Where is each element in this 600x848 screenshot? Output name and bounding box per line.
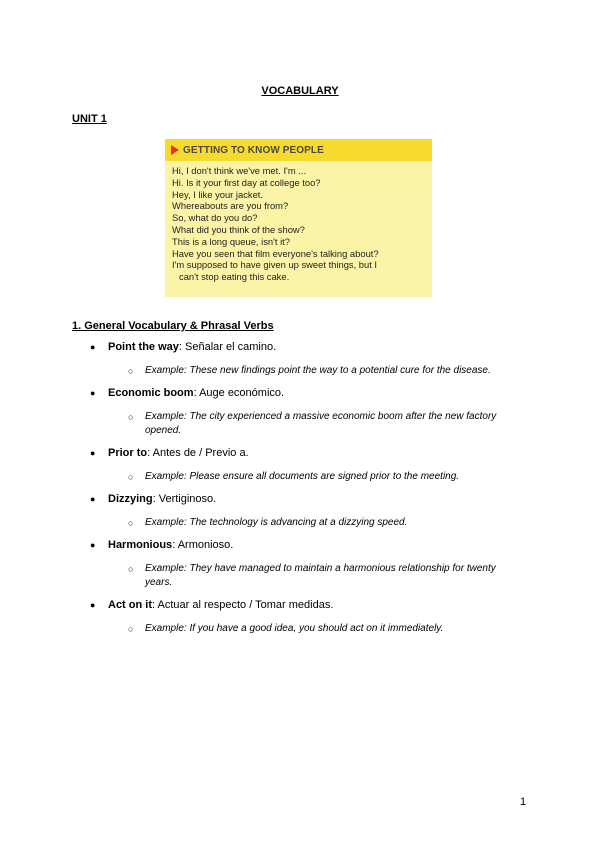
vocab-translation: : Auge económico. [193,387,285,399]
vocab-translation: : Señalar el camino. [178,341,277,353]
sub-bullet-icon: ○ [128,564,134,574]
vocabulary-list [72,340,542,636]
bullet-icon: ● [90,540,96,550]
bullet-icon: ● [90,600,96,610]
getting-to-know-people-panel [165,139,432,297]
example-text: Example: They have managed to maintain a harmonious relationship for twenty years. [145,563,496,588]
panel-phrase: Have you seen that film everyone's talking about? [172,247,379,259]
panel-phrase: can't stop eating this cake. [179,271,290,283]
vocab-item [72,492,542,506]
vocab-item [72,386,542,400]
panel-header [165,139,432,161]
panel-phrase: So, what do you do? [172,212,258,224]
vocab-translation: : Armonioso. [172,539,234,551]
document-title: VOCABULARY [261,85,339,97]
panel-phrase: I'm supposed to have given up sweet things, but I [172,259,378,271]
unit-heading: UNIT 1 [72,113,107,125]
page-number: 1 [520,796,527,808]
vocab-item [72,538,542,552]
sub-bullet-icon: ○ [128,518,134,528]
bullet-icon: ● [90,448,96,458]
vocab-item [72,446,542,460]
panel-phrase: This is a long queue, isn't it? [172,235,291,247]
vocab-item [72,340,542,354]
vocab-example [72,410,500,438]
sub-bullet-icon: ○ [128,624,134,634]
example-text: Example: These new findings point the way to a potential cure for the disease. [145,365,491,376]
vocab-example [72,364,500,378]
panel-phrase: Whereabouts are you from? [172,200,289,212]
vocab-example [72,470,500,484]
example-text: Example: Please ensure all documents are signed prior to the meeting. [145,471,460,482]
vocab-term: Act on it [108,599,152,611]
vocab-example [72,562,500,590]
vocab-translation: : Antes de / Previo a. [147,447,249,459]
section-heading: 1. General Vocabulary & Phrasal Verbs [72,320,274,332]
bullet-icon: ● [90,342,96,352]
panel-phrase: Hey, I like your jacket. [172,188,264,200]
panel-phrase: Hi. Is it your first day at college too? [172,176,321,188]
example-text: Example: The city experienced a massive economic boom after the new factory opened. [145,411,497,436]
vocab-term: Dizzying [108,493,153,505]
vocab-example [72,622,500,636]
panel-title: GETTING TO KNOW PEOPLE [183,144,324,156]
vocab-term: Harmonious [108,539,173,551]
vocab-example [72,516,500,530]
bullet-icon: ● [90,494,96,504]
vocab-term: Point the way [108,341,179,353]
vocab-item [72,598,542,612]
example-text: Example: The technology is advancing at a dizzying speed. [145,517,408,528]
bullet-icon: ● [90,388,96,398]
vocab-term: Economic boom [108,387,194,399]
panel-phrase: What did you think of the show? [172,223,305,235]
vocab-translation: : Vertiginoso. [152,493,217,505]
sub-bullet-icon: ○ [128,412,134,422]
panel-phrases [165,161,432,283]
play-arrow-icon [171,145,179,155]
vocab-translation: : Actuar al respecto / Tomar medidas. [152,599,334,611]
sub-bullet-icon: ○ [128,366,134,376]
sub-bullet-icon: ○ [128,472,134,482]
example-text: Example: If you have a good idea, you should act on it immediately. [145,623,444,634]
panel-phrase: Hi, I don't think we've met. I'm ... [172,165,307,176]
vocab-term: Prior to [108,447,148,459]
